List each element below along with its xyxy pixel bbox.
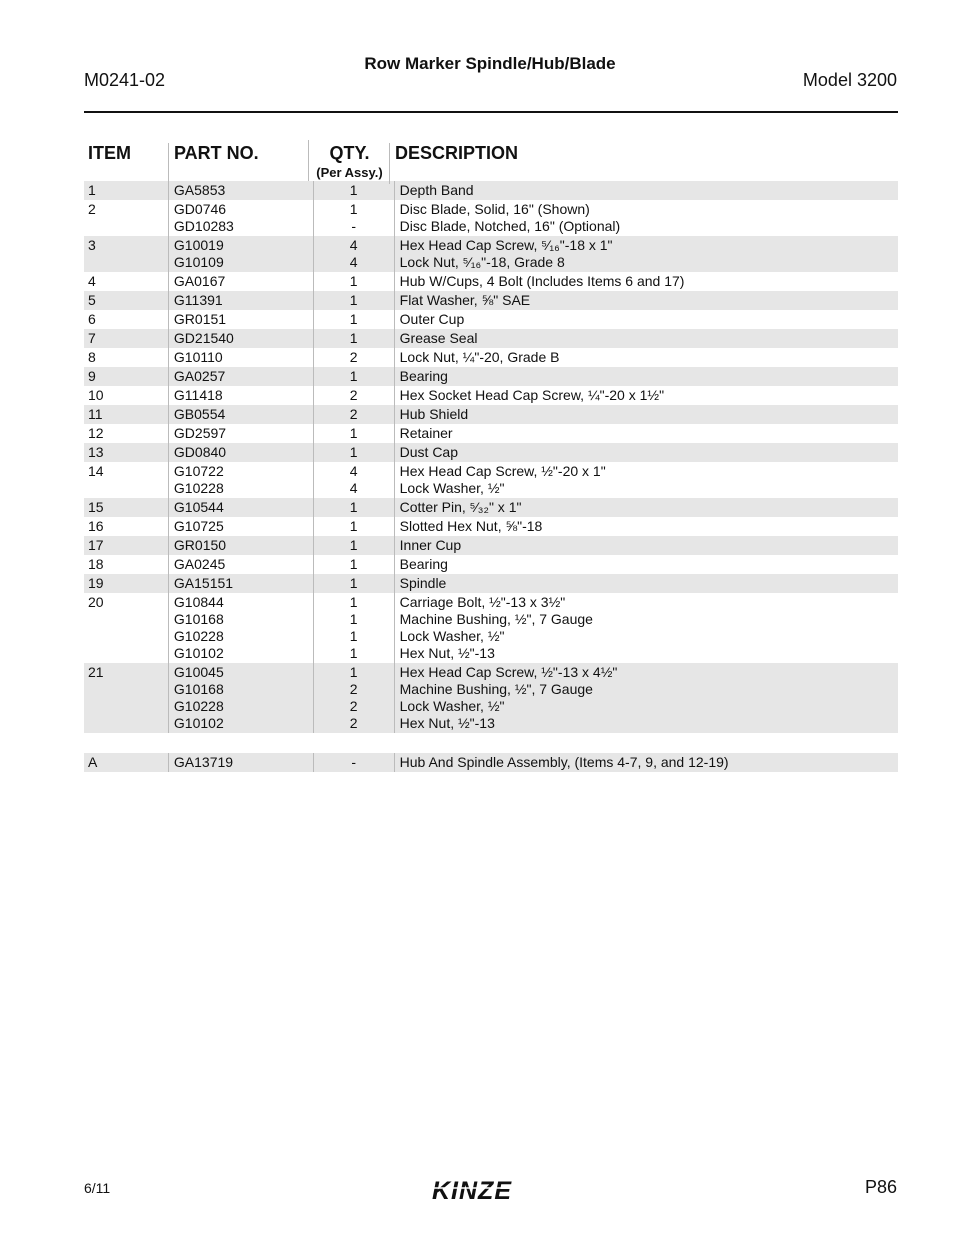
table-row [84, 555, 898, 574]
qty-cell [313, 181, 394, 200]
part-number: GD2597 [173, 425, 227, 441]
item-number: 14 [88, 463, 104, 479]
description: Retainer [399, 425, 453, 441]
qty-cell [313, 405, 394, 424]
item-number: 10 [88, 387, 104, 403]
qty-cell [313, 443, 394, 462]
quantity: 1 [349, 594, 358, 610]
qty-cell [313, 462, 394, 498]
quantity: 2 [349, 406, 358, 422]
item-cell [84, 310, 168, 329]
qty-cell [313, 424, 394, 443]
part-cell [168, 593, 313, 663]
item-cell [84, 272, 168, 291]
qty-cell [313, 200, 394, 236]
quantity: 4 [349, 237, 358, 253]
item-number: 3 [88, 237, 96, 253]
part-number: GA0257 [173, 368, 226, 384]
desc-cell [394, 329, 898, 348]
quantity: 1 [349, 330, 358, 346]
item-cell [84, 291, 168, 310]
table-row [84, 498, 898, 517]
part-cell [168, 555, 313, 574]
part-number: GA5853 [173, 182, 226, 198]
description: Hex Head Cap Screw, ⁵⁄₁₆"-18 x 1" [399, 237, 613, 253]
quantity: 1 [349, 556, 358, 572]
parts-table [84, 140, 898, 772]
description: Machine Bushing, ½", 7 Gauge [399, 681, 593, 697]
part-number: G10168 [173, 681, 224, 697]
part-cell [168, 200, 313, 236]
item-cell [84, 663, 168, 733]
kinze-logo-text: KINZE [432, 1177, 512, 1204]
part-number: G10102 [173, 715, 224, 731]
part-number: GR0151 [173, 311, 227, 327]
qty-cell [313, 310, 394, 329]
footer-date: 6/11 [84, 1180, 111, 1196]
item-cell [84, 555, 168, 574]
item-number: 9 [88, 368, 96, 384]
item-number: 7 [88, 330, 96, 346]
part-number: GR0150 [173, 537, 227, 553]
description: Slotted Hex Nut, ⅝"-18 [399, 518, 543, 534]
table-row [84, 386, 898, 405]
item-cell [84, 593, 168, 663]
desc-cell [394, 536, 898, 555]
table-row [84, 536, 898, 555]
table-row [84, 593, 898, 663]
part-cell [168, 386, 313, 405]
quantity: 1 [349, 645, 358, 661]
table-row [84, 348, 898, 367]
header-rule [84, 111, 898, 113]
table-row [84, 753, 898, 772]
item-number: 18 [88, 556, 104, 572]
part-cell [168, 462, 313, 498]
part-number: G10045 [173, 664, 224, 680]
description: Spindle [399, 575, 447, 591]
part-number: GD0746 [173, 201, 227, 217]
table-header [84, 140, 898, 181]
table-row [84, 663, 898, 733]
part-cell [168, 424, 313, 443]
quantity: 1 [349, 201, 358, 217]
item-number: 4 [88, 273, 96, 289]
quantity: 2 [349, 715, 358, 731]
item-number: 21 [88, 664, 104, 680]
qty-cell [313, 536, 394, 555]
doc-number: M0241-02 [84, 70, 166, 90]
part-number: G10102 [173, 645, 224, 661]
part-number: GA0167 [173, 273, 226, 289]
quantity: - [351, 754, 357, 770]
item-number: 2 [88, 201, 96, 217]
description: Inner Cup [399, 537, 462, 553]
part-cell [168, 536, 313, 555]
description: Carriage Bolt, ½"-13 x 3½" [399, 594, 566, 610]
table-row [84, 367, 898, 386]
qty-cell [313, 753, 394, 772]
part-number: GD21540 [173, 330, 234, 346]
description: Depth Band [399, 182, 474, 198]
quantity: 1 [349, 499, 358, 515]
col-qty-title: QTY. [329, 143, 370, 163]
item-cell [84, 367, 168, 386]
description: Bearing [399, 368, 448, 384]
item-cell [84, 236, 168, 272]
quantity: 1 [349, 537, 358, 553]
quantity: 1 [349, 575, 358, 591]
col-qty-header [308, 140, 390, 181]
col-qty-subtitle: (Per Assy.) [316, 165, 383, 180]
table-row [84, 517, 898, 536]
part-number: G10228 [173, 628, 224, 644]
part-number: GD0840 [173, 444, 227, 460]
description: Hex Head Cap Screw, ½"-20 x 1" [399, 463, 606, 479]
page-number: P86 [864, 1177, 897, 1197]
quantity: 1 [349, 444, 358, 460]
desc-cell [394, 663, 898, 733]
description: Grease Seal [399, 330, 478, 346]
item-cell [84, 424, 168, 443]
desc-cell [394, 593, 898, 663]
table-row [84, 200, 898, 236]
part-cell [168, 498, 313, 517]
item-cell [84, 329, 168, 348]
quantity: 1 [349, 611, 358, 627]
description: Machine Bushing, ½", 7 Gauge [399, 611, 593, 627]
desc-cell [394, 272, 898, 291]
part-cell [168, 574, 313, 593]
part-cell [168, 367, 313, 386]
part-number: G10544 [173, 499, 224, 515]
quantity: 1 [349, 628, 358, 644]
item-cell [84, 517, 168, 536]
desc-cell [394, 753, 898, 772]
quantity: 4 [349, 254, 358, 270]
part-cell [168, 443, 313, 462]
part-cell [168, 291, 313, 310]
table-spacer-row [84, 733, 898, 753]
item-number: 17 [88, 537, 104, 553]
description: Hub W/Cups, 4 Bolt (Includes Items 6 and 17) [399, 273, 685, 289]
part-number: G11391 [173, 292, 223, 308]
part-number: GD10283 [173, 218, 234, 234]
part-cell [168, 348, 313, 367]
part-number: G11418 [173, 387, 223, 403]
desc-cell [394, 310, 898, 329]
qty-cell [313, 348, 394, 367]
part-number: GA15151 [173, 575, 234, 591]
item-cell [84, 386, 168, 405]
table-row [84, 310, 898, 329]
desc-cell [394, 200, 898, 236]
table-row [84, 405, 898, 424]
item-number: 6 [88, 311, 96, 327]
description: Bearing [399, 556, 448, 572]
quantity: 1 [349, 182, 358, 198]
quantity: 2 [349, 681, 358, 697]
item-cell [84, 443, 168, 462]
item-number: A [88, 754, 98, 770]
item-number: 11 [88, 406, 103, 422]
item-number: 12 [88, 425, 104, 441]
table-row [84, 236, 898, 272]
table-row [84, 272, 898, 291]
part-number: G10722 [173, 463, 224, 479]
desc-cell [394, 517, 898, 536]
model-label: Model 3200 [802, 70, 897, 90]
item-cell [84, 574, 168, 593]
quantity: 2 [349, 387, 358, 403]
qty-cell [313, 555, 394, 574]
description: Lock Washer, ½" [399, 480, 505, 496]
description: Lock Nut, ¼"-20, Grade B [399, 349, 560, 365]
desc-cell [394, 424, 898, 443]
part-cell [168, 405, 313, 424]
part-number: G10844 [173, 594, 224, 610]
desc-cell [394, 574, 898, 593]
qty-cell [313, 367, 394, 386]
table-row [84, 462, 898, 498]
part-number: G10228 [173, 698, 224, 714]
quantity: 1 [349, 664, 358, 680]
part-cell [168, 517, 313, 536]
quantity: 4 [349, 463, 358, 479]
qty-cell [313, 329, 394, 348]
description: Hex Socket Head Cap Screw, ¼"-20 x 1½" [399, 387, 665, 403]
item-cell [84, 498, 168, 517]
part-cell [168, 753, 313, 772]
description: Hex Nut, ½"-13 [399, 715, 495, 731]
item-number: 5 [88, 292, 96, 308]
quantity: - [351, 218, 357, 234]
desc-cell [394, 348, 898, 367]
part-number: G10019 [173, 237, 224, 253]
qty-cell [313, 291, 394, 310]
description: Flat Washer, ⅝" SAE [399, 292, 531, 308]
description: Lock Washer, ½" [399, 628, 505, 644]
table-row [84, 424, 898, 443]
quantity: 1 [349, 292, 358, 308]
qty-cell [313, 236, 394, 272]
part-cell [168, 310, 313, 329]
item-cell [84, 753, 168, 772]
qty-cell [313, 663, 394, 733]
item-cell [84, 536, 168, 555]
description: Lock Nut, ⁵⁄₁₆"-18, Grade 8 [399, 254, 565, 270]
part-cell [168, 236, 313, 272]
part-number: G10110 [173, 349, 223, 365]
desc-cell [394, 386, 898, 405]
part-number: G10168 [173, 611, 224, 627]
item-number: 15 [88, 499, 104, 515]
part-cell [168, 663, 313, 733]
col-item-header: ITEM [88, 143, 131, 163]
table-row [84, 574, 898, 593]
qty-cell [313, 517, 394, 536]
item-cell [84, 348, 168, 367]
kinze-logo [430, 1176, 550, 1204]
quantity: 2 [349, 698, 358, 714]
quantity: 1 [349, 425, 358, 441]
description: Dust Cap [399, 444, 458, 460]
table-row [84, 443, 898, 462]
item-number: 20 [88, 594, 104, 610]
part-number: G10109 [173, 254, 224, 270]
item-number: 16 [88, 518, 104, 534]
description: Hex Head Cap Screw, ½"-13 x 4½" [399, 664, 618, 680]
col-part-header: PART NO. [168, 143, 314, 184]
item-number: 8 [88, 349, 96, 365]
desc-cell [394, 498, 898, 517]
quantity: 2 [349, 349, 358, 365]
part-cell [168, 272, 313, 291]
quantity: 1 [349, 273, 358, 289]
item-cell [84, 462, 168, 498]
part-number: GA0245 [173, 556, 226, 572]
desc-cell [394, 236, 898, 272]
table-row [84, 329, 898, 348]
part-number: G10725 [173, 518, 224, 534]
desc-cell [394, 367, 898, 386]
quantity: 4 [349, 480, 358, 496]
qty-cell [313, 498, 394, 517]
part-number: GA13719 [173, 754, 234, 770]
item-number: 1 [88, 182, 96, 198]
quantity: 1 [349, 311, 358, 327]
page-title: Row Marker Spindle/Hub/Blade [364, 54, 616, 73]
qty-cell [313, 574, 394, 593]
description: Disc Blade, Solid, 16" (Shown) [399, 201, 590, 217]
table-body [84, 181, 898, 772]
qty-cell [313, 593, 394, 663]
col-desc-header: DESCRIPTION [389, 143, 904, 184]
part-cell [168, 329, 313, 348]
desc-cell [394, 405, 898, 424]
item-cell [84, 405, 168, 424]
desc-cell [394, 462, 898, 498]
description: Cotter Pin, ⁵⁄₃₂" x 1" [399, 499, 522, 515]
qty-cell [313, 272, 394, 291]
item-cell [84, 200, 168, 236]
description: Disc Blade, Notched, 16" (Optional) [399, 218, 621, 234]
part-number: G10228 [173, 480, 224, 496]
description: Outer Cup [399, 311, 465, 327]
item-number: 19 [88, 575, 104, 591]
description: Hex Nut, ½"-13 [399, 645, 495, 661]
quantity: 1 [349, 368, 358, 384]
desc-cell [394, 555, 898, 574]
table-row [84, 291, 898, 310]
desc-cell [394, 443, 898, 462]
desc-cell [394, 291, 898, 310]
description: Hub And Spindle Assembly, (Items 4-7, 9, and 12-19) [399, 754, 729, 770]
description: Lock Washer, ½" [399, 698, 505, 714]
part-number: GB0554 [173, 406, 226, 422]
qty-cell [313, 386, 394, 405]
quantity: 1 [349, 518, 358, 534]
item-number: 13 [88, 444, 104, 460]
description: Hub Shield [399, 406, 469, 422]
